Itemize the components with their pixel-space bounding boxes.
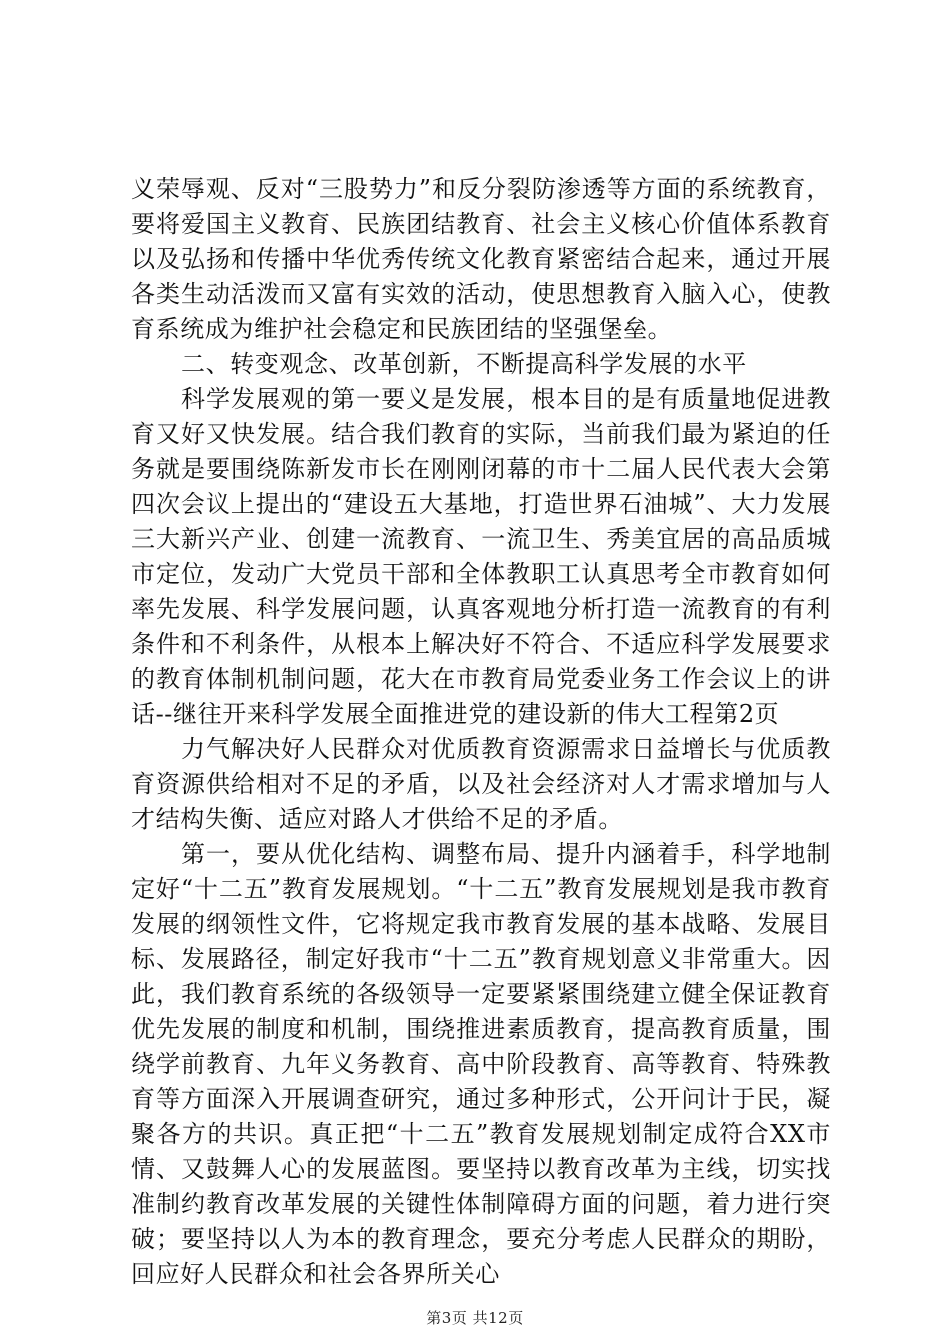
paragraph: 第一，要从优化结构、调整布局、提升内涵着手，科学地制定好“十二五”教育发展规划。“十二五”教育发展规划是我市教育发展的纲领性文件，它将规定我市教育发展的基本战略、发展目标、发展路径，制定好我市“十二五”教育规划意义非常重大。因此，我们教育系统的各级领导一定要紧紧围绕建立健全保证教育优先发展的制度和机制，围绕推进素质教育，提高教育质量，围绕学前教育、九年义务教育、高中阶段教育、高等教育、特殊教育等方面深入开展调查研究，通过多种形式，公开问计于民，凝聚各方的共识。真正把“十二五”教育发展规划制定成符合XX市情、又鼓舞人心的发展蓝图。要坚持以教育改革为主线，切实找准制约教育改革发展的关键性体制障碍方面的问题，着力进行突破；要坚持以人为本的教育理念，要充分考虑人民群众的期盼，回应好人民群众和社会各界所关心 [131, 840, 831, 1288]
document-body [131, 172, 831, 1292]
paragraph-continuation: 义荣辱观、反对“三股势力”和反分裂防渗透等方面的系统教育，要将爱国主义教育、民族团结教育、社会主义核心价值体系教育以及弘扬和传播中华优秀传统文化教育紧密结合起来，通过开展各类生动活泼而又富有实效的活动，使思想教育入脑入心，使教育系统成为维护社会稳定和民族团结的坚强堡垒。 [131, 175, 831, 343]
paragraph: 力气解决好人民群众对优质教育资源需求日益增长与优质教育资源供给相对不足的矛盾，以及社会经济对人才需求增加与人才结构失衡、适应对路人才供给不足的矛盾。 [131, 735, 831, 833]
paragraph: 科学发展观的第一要义是发展，根本目的是有质量地促进教育又好又快发展。结合我们教育的实际，当前我们最为紧迫的任务就是要围绕陈新发市长在刚刚闭幕的市十二届人民代表大会第四次会议上提出的“建设五大基地，打造世界石油城”、大力发展三大新兴产业、创建一流教育、一流卫生、秀美宜居的高品质城市定位，发动广大党员干部和全体教职工认真思考全市教育如何率先发展、科学发展问题，认真客观地分析打造一流教育的有利条件和不利条件，从根本上解决好不符合、不适应科学发展要求的教育体制机制问题，花大在市教育局党委业务工作会议上的讲话--继往开来科学发展全面推进党的建设新的伟大工程第2页 [131, 385, 831, 728]
section-heading: 二、转变观念、改革创新，不断提高科学发展的水平 [181, 350, 747, 378]
page-footer: 第3页 共12页 [426, 1309, 524, 1327]
